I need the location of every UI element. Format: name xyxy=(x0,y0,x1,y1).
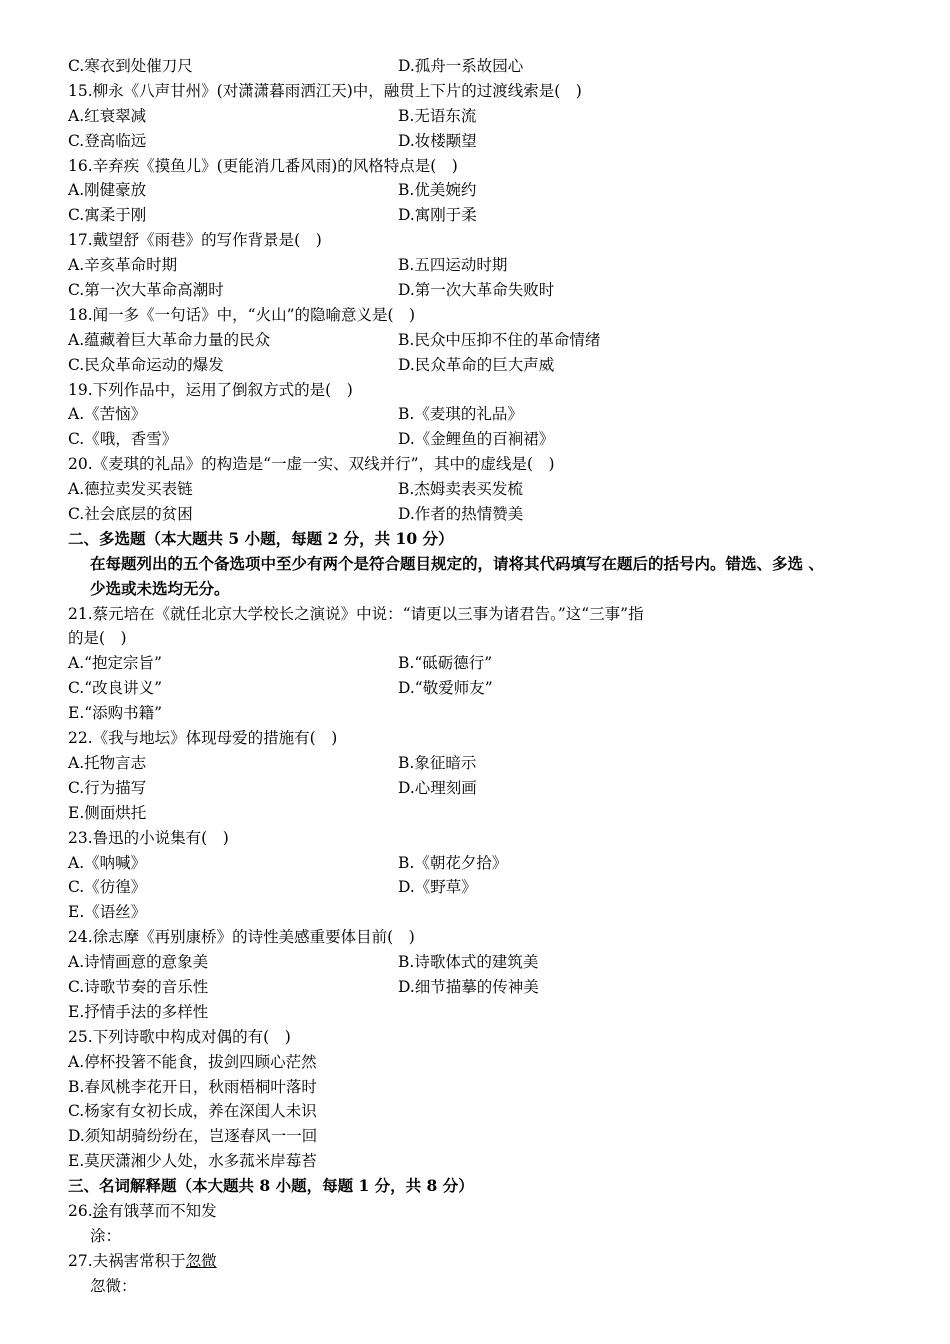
option-left: A.蕴藏着巨大革命力量的民众 xyxy=(68,330,271,349)
option-row xyxy=(68,875,898,900)
option-left: A.德拉卖发买表链 xyxy=(68,480,193,499)
question-line: E.《语丝》 xyxy=(68,903,147,922)
option-left: C.寓柔于刚 xyxy=(68,206,147,225)
option-row xyxy=(68,477,898,502)
option-right: B.杰姆卖表买发梳 xyxy=(398,480,523,499)
question-line: 18.闻一多《一句话》中，“火山”的隐喻意义是( ) xyxy=(68,305,416,324)
option-row xyxy=(68,353,898,378)
option-left: A.“抱定宗旨” xyxy=(68,654,162,673)
option-right: D.第一次大革命失败时 xyxy=(398,281,555,300)
option-row xyxy=(68,278,898,303)
option-right: B.《麦琪的礼品》 xyxy=(398,405,523,424)
section-instruction: 在每题列出的五个备选项中至少有两个是符合题目规定的，请将其代码填写在题后的括号内。错选、多选 、 xyxy=(90,553,824,573)
question-line: C.杨家有女初长成，养在深闺人未识 xyxy=(68,1102,317,1121)
question-line: 16.辛弃疾《摸鱼儿》(更能消几番风雨)的风格特点是( ) xyxy=(68,156,458,175)
option-right: D.《野草》 xyxy=(398,878,477,897)
underlined-term: 忽微 xyxy=(185,1251,217,1270)
option-right: B.优美婉约 xyxy=(398,181,477,200)
question-line: 23.鲁迅的小说集有( ) xyxy=(68,828,229,847)
option-row xyxy=(68,676,898,701)
option-left: C.《哦，香雪》 xyxy=(68,430,178,449)
question-line: D.须知胡骑纷纷在，岂逐春风一一回 xyxy=(68,1127,318,1146)
option-row xyxy=(68,502,898,527)
option-row xyxy=(68,776,898,801)
section-heading: 二、多选题（本大题共 5 小题，每题 2 分，共 10 分） xyxy=(68,528,454,548)
option-right: B.五四运动时期 xyxy=(398,256,508,275)
option-left: C.第一次大革命高潮时 xyxy=(68,281,224,300)
option-left: C.登高临远 xyxy=(68,131,147,150)
question-line: E.“添购书籍” xyxy=(68,704,163,723)
option-left: A.诗情画意的意象美 xyxy=(68,953,209,972)
option-left: C.民众革命运动的爆发 xyxy=(68,355,224,374)
option-right: D.《金鲤鱼的百裥裙》 xyxy=(398,430,555,449)
option-row xyxy=(68,328,898,353)
question-line: 24.徐志摩《再别康桥》的诗性美感重要体目前( ) xyxy=(68,928,415,947)
option-right: D.细节描摹的传神美 xyxy=(398,977,539,996)
question-line: 25.下列诗歌中构成对偶的有( ) xyxy=(68,1027,291,1046)
question-line: 15.柳永《八声甘州》(对潇潇暮雨洒江天)中，融贯上下片的过渡线索是( ) xyxy=(68,81,582,100)
option-right: B.象征暗示 xyxy=(398,753,477,772)
option-left: C.社会底层的贫困 xyxy=(68,505,193,524)
option-right: D.孤舟一系故园心 xyxy=(398,57,524,75)
option-right: D.民众革命的巨大声威 xyxy=(398,355,555,374)
question-line: E.莫厌潇湘少人处，水多菰米岸莓苔 xyxy=(68,1152,317,1171)
question-line: E.侧面烘托 xyxy=(68,803,147,822)
option-row xyxy=(68,751,898,776)
section-heading: 三、名词解释题（本大题共 8 小题，每题 1 分，共 8 分） xyxy=(68,1176,474,1196)
option-row xyxy=(68,178,898,203)
question-line xyxy=(68,1249,898,1274)
option-row xyxy=(68,975,898,1000)
option-left: C.《彷徨》 xyxy=(68,878,147,897)
question-line: E.抒情手法的多样性 xyxy=(68,1002,209,1021)
option-row xyxy=(68,851,898,876)
option-left: A.辛亥革命时期 xyxy=(68,256,178,275)
answer-prompt: 忽微： xyxy=(90,1276,137,1295)
option-left: A.红衰翠减 xyxy=(68,106,147,125)
option-row xyxy=(68,651,898,676)
option-right: B.《朝花夕拾》 xyxy=(398,853,508,872)
option-left: C.寒衣到处催刀尺 xyxy=(68,57,193,75)
option-row xyxy=(68,253,898,278)
question-line: 19.下列作品中，运用了倒叙方式的是( ) xyxy=(68,380,353,399)
section-instruction: 少选或未选均无分。 xyxy=(90,578,230,598)
option-row xyxy=(68,129,898,154)
question-line: 21.蔡元培在《就任北京大学校长之演说》中说：“请更以三事为诸君告。”这“三事”指 xyxy=(68,604,644,623)
option-right: D.心理刻画 xyxy=(398,778,477,797)
option-row xyxy=(68,54,898,79)
question-line xyxy=(68,1199,898,1224)
question-line: A.停杯投箸不能食，拔剑四顾心茫然 xyxy=(68,1052,317,1071)
question-line: 20.《麦琪的礼品》的构造是“一虚一实、双线并行”，其中的虚线是( ) xyxy=(68,455,555,474)
option-left: C.“改良讲义” xyxy=(68,679,163,698)
option-row xyxy=(68,203,898,228)
question-text: 有饿莩而不知发 xyxy=(108,1201,217,1220)
option-left: A.《苦恼》 xyxy=(68,405,147,424)
option-left: A.托物言志 xyxy=(68,753,147,772)
question-line: 17.戴望舒《雨巷》的写作背景是( ) xyxy=(68,231,322,250)
option-right: B.诗歌体式的建筑美 xyxy=(398,953,539,972)
question-text: 26. xyxy=(68,1201,93,1220)
question-line: 22.《我与地坛》体现母爱的措施有( ) xyxy=(68,729,338,748)
option-left: C.诗歌节奏的音乐性 xyxy=(68,977,209,996)
underlined-term: 涂 xyxy=(92,1201,109,1220)
option-row xyxy=(68,104,898,129)
question-text: 27.夫祸害常积于 xyxy=(68,1251,186,1270)
option-right: D.“敬爱师友” xyxy=(398,679,493,698)
option-right: B.民众中压抑不住的革命情绪 xyxy=(398,330,601,349)
option-right: B.“砥砺德行” xyxy=(398,654,493,673)
option-row xyxy=(68,950,898,975)
option-row xyxy=(68,402,898,427)
question-line: B.春风桃李花开日，秋雨梧桐叶落时 xyxy=(68,1077,317,1096)
option-row xyxy=(68,427,898,452)
option-right: D.作者的热情赞美 xyxy=(398,505,524,524)
option-right: D.妆楼颙望 xyxy=(398,131,477,150)
question-line: 的是( ) xyxy=(68,629,127,648)
exam-page xyxy=(68,54,898,1299)
answer-prompt: 涂： xyxy=(90,1226,122,1245)
option-right: D.寓刚于柔 xyxy=(398,206,477,225)
option-left: C.行为描写 xyxy=(68,778,147,797)
option-right: B.无语东流 xyxy=(398,106,477,125)
option-left: A.刚健豪放 xyxy=(68,181,147,200)
option-left: A.《呐喊》 xyxy=(68,853,147,872)
